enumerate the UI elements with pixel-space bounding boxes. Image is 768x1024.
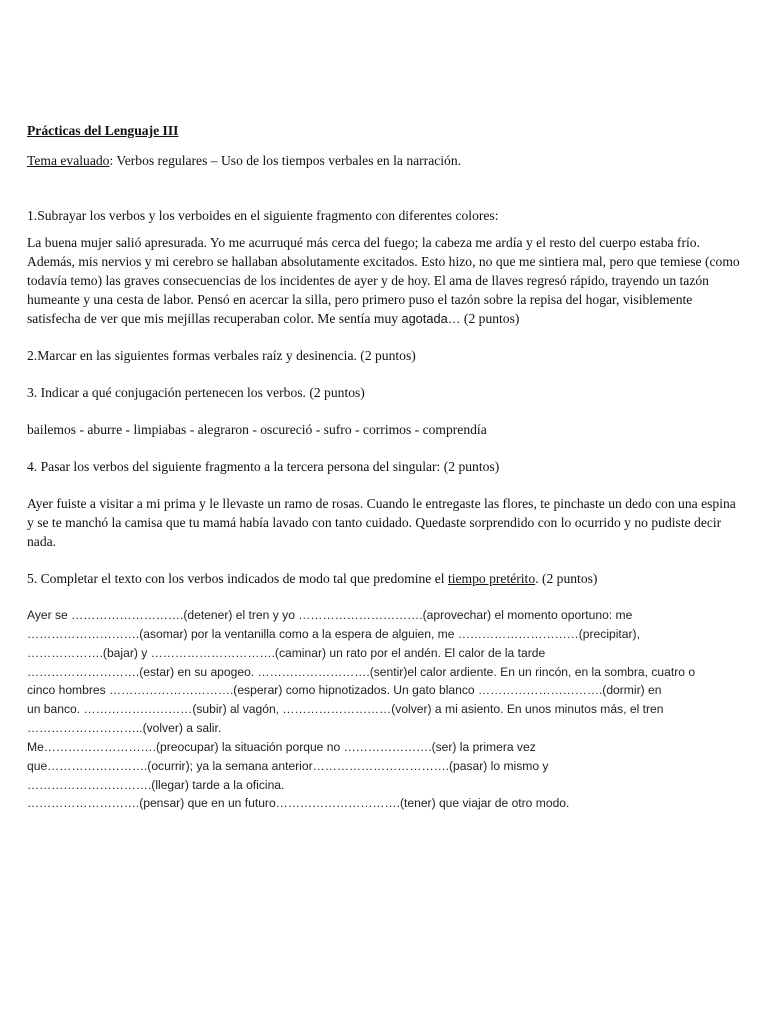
question-3-prompt: 3. Indicar a qué conjugación pertenecen los verbos. (2 puntos) [27,385,365,400]
fragment-text: La buena mujer salió apresurada. Yo me acurruqué más cerca del fuego; la cabeza me ardía y el resto del cuerpo estaba frío. Además, mis nervios y mi cerebro se hallaban absolutamente excitados. Esto hizo, no que me sintiera mal, pero que temiese (como todavía temo) las graves consecuencias de los incidentes de ayer y de hoy. El ama de llaves regresó rápido, trayendo un tazón humeante y una cesta de labor. Pensó en acercar la silla, pero primero puso el tazón sobre la repisa del hogar, visiblemente satisfecha de ver que mis mejillas recuperaban color. Me sentía muy [27,235,740,326]
cloze-line: Me……………………….(preocupar) la situación porque no ………………….(ser) la primera vez [27,739,536,754]
q5-prompt-after: . (2 puntos) [535,571,598,586]
question-1-fragment [27,233,745,328]
fragment-tail: agotada… [401,311,461,326]
cloze-line: un banco. ………………………(subir) al vagón, ………………………(volver) a mi asiento. En unos minutos más, el tren [27,702,664,717]
cloze-line: ……………………….(estar) en su apogeo. ……………………….(sentir)el calor ardiente. En un rincón, en la sombra, cuatro o [27,664,696,679]
cloze-line: ……………………….(pensar) que en un futuro………………………….(tener) que viajar de otro modo. [27,796,570,811]
cloze-line: Ayer se ……………………….(detener) el tren y yo ………………………….(aprovechar) el momento oportuno: me [27,608,633,622]
cloze-line: que…………………….(ocurrir); ya la semana anterior…………………………….(pasar) lo mismo y [27,758,549,773]
cloze-line: ……………….(bajar) y ………………………….(caminar) un rato por el andén. El calor de la tarde [27,645,546,660]
cloze-text [27,606,745,813]
question-4-prompt: 4. Pasar los verbos del siguiente fragmento a la tercera persona del singular: (2 puntos) [27,459,500,474]
cloze-line: ………………………..(volver) a salir. [27,721,222,736]
question-2-prompt: 2.Marcar en las siguientes formas verbales raíz y desinencia. (2 puntos) [27,348,416,363]
subject-text: : Verbos regulares – Uso de los tiempos verbales en la narración. [109,153,462,168]
q5-prompt-before: 5. Completar el texto con los verbos indicados de modo tal que predomine el [27,571,448,586]
worksheet [27,122,745,813]
question-1-prompt: 1.Subrayar los verbos y los verboides en el siguiente fragmento con diferentes colores: [27,208,499,223]
cloze-line: cinco hombres ………………………….(esperar) como hipnotizados. Un gato blanco ………………………….(dormir) en [27,683,662,698]
question-4-passage: Ayer fuiste a visitar a mi prima y le llevaste un ramo de rosas. Cuando le entregaste las flores, te pinchaste un dedo con una espina y se te manchó la camisa que tu mamá había lavado con tanto cuidado. Quedaste sorprendido con lo ocurrido y no pudiste decir nada. [27,496,736,549]
subject-label: Tema evaluado [27,153,110,168]
question-5-prompt [27,569,745,588]
cloze-line: ………………………….(llegar) tarde a la oficina. [27,777,285,792]
q5-prompt-underlined: tiempo pretérito [447,571,536,586]
cloze-line: ……………………….(asomar) por la ventanilla como a la espera de alguien, me …………………………(precipitar), [27,626,640,641]
verb-list: bailemos - aburre - limpiabas - alegraron - oscureció - sufro - corrimos - comprendía [27,422,487,437]
fragment-points: (2 puntos) [463,311,520,326]
subject-line [27,152,745,170]
page-title: Prácticas del Lenguaje III [27,123,179,138]
